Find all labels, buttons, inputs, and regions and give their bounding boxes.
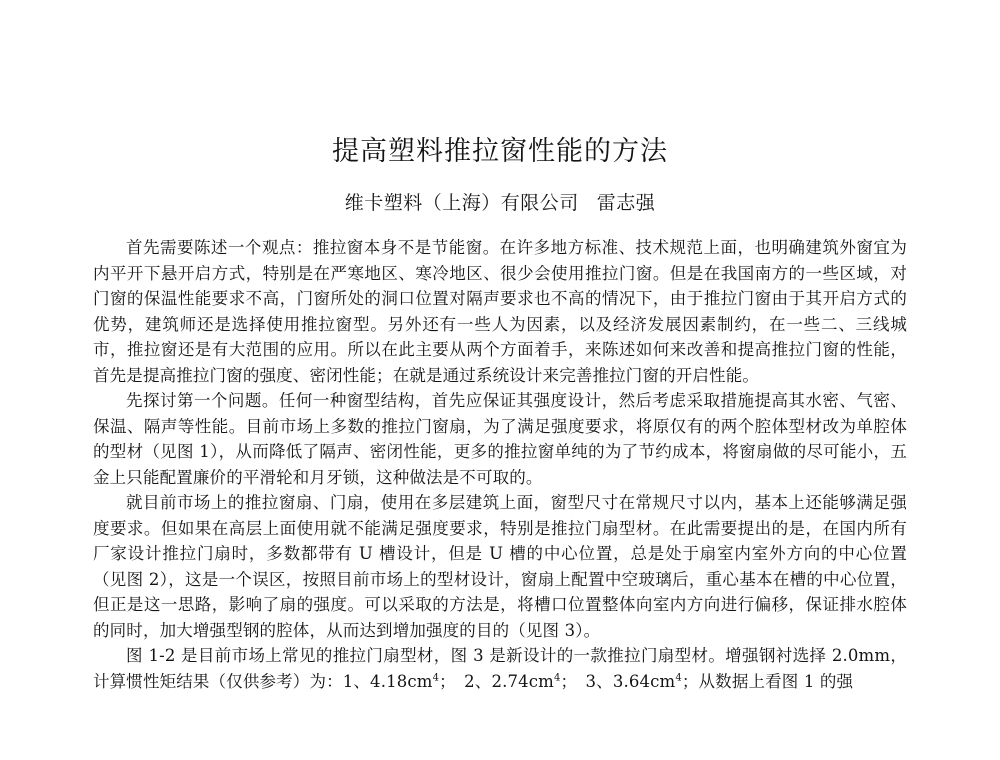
superscript: 4 xyxy=(432,672,440,683)
paragraph-3: 就目前市场上的推拉窗扇、门扇，使用在多层建筑上面，窗型尺寸在常规尺寸以内，基本上还能够满足强度要求。但如果在高层上面使用就不能满足强度要求，特别是推拉门扇型材。在此需要提出的是，在国内所有厂家设计推拉门扇时，多数都带有 U 槽设计，但是 U 槽的中心位置，总是处于扇室内室外方向的中心位置（见图 2），这是一个误区，按照目前市场上的型材设计，窗扇上配置中空玻璃后，重心基本在槽的中心位置，但正是这一思路，影响了扇的强度。可以采取的方法是，将槽口位置整体向室内方向进行偏移，保证排水腔体的同时，加大增强型钢的腔体，从而达到增加强度的目的（见图 3）。 xyxy=(93,493,907,640)
paragraph-4-text: ； 2、2.74cm xyxy=(439,671,554,691)
paragraph-4-text: ；从数据上看图 1 的强 xyxy=(681,671,854,691)
article-body xyxy=(93,235,907,694)
byline-company: 维卡塑料（上海）有限公司 xyxy=(344,192,579,214)
superscript: 4 xyxy=(675,672,682,683)
page-title: 提高塑料推拉窗性能的方法 xyxy=(332,136,668,167)
paragraph-4-text: 图 1-2 是目前市场上常见的推拉门扇型材，图 3 是新设计的一款推拉门扇型材。增强钢衬选择 2.0mm，计算惯性矩结果（仅供参考）为：1、4.18cm xyxy=(93,646,907,691)
paragraph-1: 首先需要陈述一个观点：推拉窗本身不是节能窗。在许多地方标准、技术规范上面，也明确建筑外窗宜为内平开下悬开启方式，特别是在严寒地区、寒冷地区、很少会使用推拉门窗。但是在我国南方的一些区域，对门窗的保温性能要求不高，门窗所处的洞口位置对隔声要求也不高的情况下，由于推拉门窗由于其开启方式的优势，建筑师还是选择使用推拉窗型。另外还有一些人为因素，以及经济发展因素制约，在一些二、三线城市，推拉窗还是有大范围的应用。所以在此主要从两个方面着手，来陈述如何来改善和提高推拉门窗的性能，首先是提高推拉门窗的强度、密闭性能；在就是通过系统设计来完善推拉门窗的开启性能。 xyxy=(93,238,907,385)
byline xyxy=(0,190,1000,216)
paragraph-4-text: ； 3、3.64cm xyxy=(560,671,676,691)
byline-author: 雷志强 xyxy=(596,192,656,214)
superscript: 4 xyxy=(553,672,561,683)
paragraph-4 xyxy=(93,643,907,694)
paragraph-2: 先探讨第一个问题。任何一种窗型结构，首先应保证其强度设计，然后考虑采取措施提高其水密、气密、保温、隔声等性能。目前市场上多数的推拉门窗扇，为了满足强度要求，将原仅有的两个腔体型材改为单腔体的型材（见图 1），从而降低了隔声、密闭性能，更多的推拉窗单纯的为了节约成本，将窗扇做的尽可能小，五金上只能配置廉价的平滑轮和月牙锁，这种做法是不可取的。 xyxy=(93,391,907,487)
